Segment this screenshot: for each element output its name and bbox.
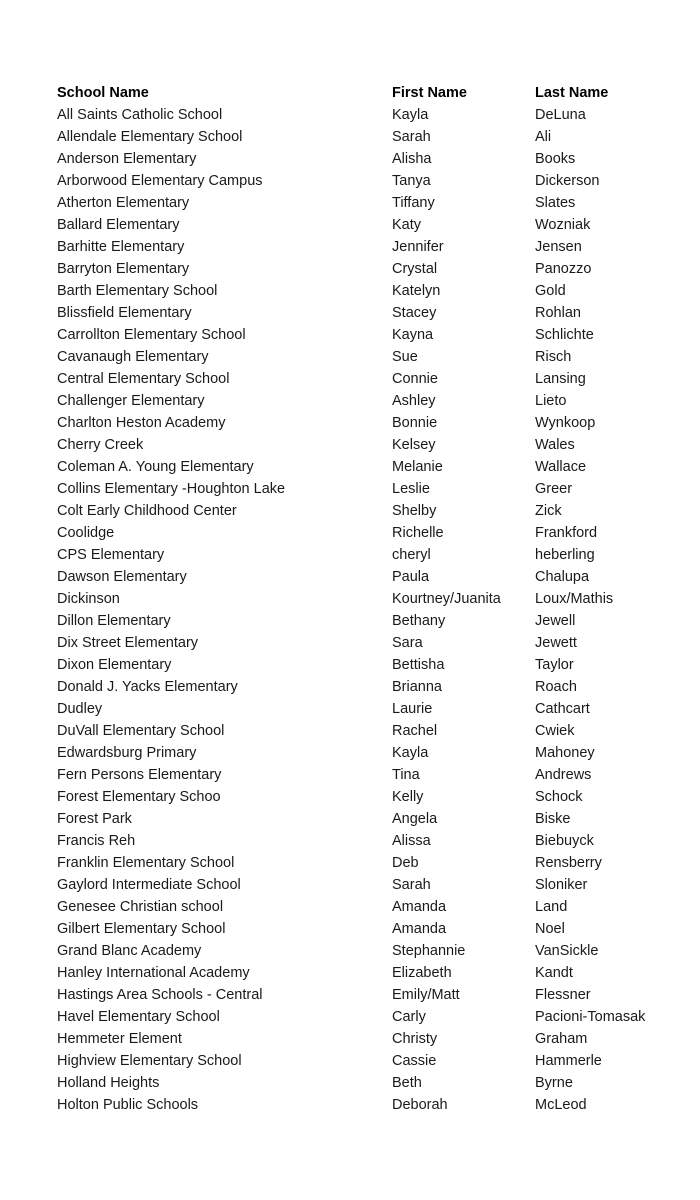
last-name-cell: Books bbox=[535, 151, 576, 167]
last-name-cell: Schlichte bbox=[535, 327, 594, 343]
table-row bbox=[57, 720, 677, 742]
table-row bbox=[57, 852, 677, 874]
first-name-cell: Stephannie bbox=[392, 943, 466, 959]
first-name-cell: Shelby bbox=[392, 503, 437, 519]
table-header-row bbox=[57, 82, 677, 104]
table-row bbox=[57, 478, 677, 500]
first-name-cell: Angela bbox=[392, 811, 438, 827]
school-name-cell: Colt Early Childhood Center bbox=[57, 503, 237, 519]
school-name-cell: Central Elementary School bbox=[57, 371, 230, 387]
school-name-cell: All Saints Catholic School bbox=[57, 107, 223, 123]
school-name-cell: Ballard Elementary bbox=[57, 217, 180, 233]
school-name-cell: Grand Blanc Academy bbox=[57, 943, 202, 959]
last-name-cell: Jewell bbox=[535, 613, 576, 629]
first-name-cell: Katy bbox=[392, 217, 422, 233]
first-name-cell: Cassie bbox=[392, 1053, 437, 1069]
first-name-cell: Bettisha bbox=[392, 657, 445, 673]
table-row bbox=[57, 632, 677, 654]
table-row bbox=[57, 1094, 677, 1116]
first-name-cell: Bonnie bbox=[392, 415, 438, 431]
school-name-cell: Dillon Elementary bbox=[57, 613, 171, 629]
table-row bbox=[57, 610, 677, 632]
first-name-cell: Christy bbox=[392, 1031, 438, 1047]
table-row bbox=[57, 1006, 677, 1028]
first-name-cell: Sara bbox=[392, 635, 423, 651]
table-row bbox=[57, 544, 677, 566]
table-row bbox=[57, 588, 677, 610]
last-name-cell: Biebuyck bbox=[535, 833, 594, 849]
table-row bbox=[57, 698, 677, 720]
last-name-cell: DeLuna bbox=[535, 107, 586, 123]
last-name-cell: Risch bbox=[535, 349, 572, 365]
first-name-cell: Ashley bbox=[392, 393, 436, 409]
last-name-cell: Kandt bbox=[535, 965, 573, 981]
first-name-cell: Richelle bbox=[392, 525, 444, 541]
last-name-cell: Loux/Mathis bbox=[535, 591, 614, 607]
last-name-cell: Ali bbox=[535, 129, 552, 145]
last-name-cell: Andrews bbox=[535, 767, 592, 783]
last-name-cell: Wozniak bbox=[535, 217, 591, 233]
school-name-cell: Coleman A. Young Elementary bbox=[57, 459, 254, 475]
school-name-cell: Highview Elementary School bbox=[57, 1053, 242, 1069]
first-name-cell: Paula bbox=[392, 569, 430, 585]
first-name-cell: Kelsey bbox=[392, 437, 436, 453]
table-row bbox=[57, 456, 677, 478]
school-name-cell: Fern Persons Elementary bbox=[57, 767, 222, 783]
table-row bbox=[57, 1072, 677, 1094]
last-name-cell: VanSickle bbox=[535, 943, 599, 959]
table-row bbox=[57, 566, 677, 588]
last-name-cell: Graham bbox=[535, 1031, 588, 1047]
school-name-cell: Dudley bbox=[57, 701, 103, 717]
first-name-cell: Alissa bbox=[392, 833, 431, 849]
school-name-cell: CPS Elementary bbox=[57, 547, 165, 563]
table-row bbox=[57, 346, 677, 368]
table-row bbox=[57, 324, 677, 346]
last-name-cell: Sloniker bbox=[535, 877, 588, 893]
last-name-cell: Wynkoop bbox=[535, 415, 596, 431]
first-name-cell: Carly bbox=[392, 1009, 426, 1025]
school-name-cell: Forest Park bbox=[57, 811, 132, 827]
table-row bbox=[57, 148, 677, 170]
first-name-cell: Sue bbox=[392, 349, 418, 365]
first-name-cell: Emily/Matt bbox=[392, 987, 460, 1003]
table-row bbox=[57, 808, 677, 830]
table-row bbox=[57, 170, 677, 192]
last-name-cell: Zick bbox=[535, 503, 562, 519]
school-name-cell: Dickinson bbox=[57, 591, 120, 607]
table-row bbox=[57, 874, 677, 896]
last-name-cell: Roach bbox=[535, 679, 577, 695]
school-name-cell: Hastings Area Schools - Central bbox=[57, 987, 263, 1003]
school-name-cell: Cavanaugh Elementary bbox=[57, 349, 209, 365]
first-name-cell: Kourtney/Juanita bbox=[392, 591, 501, 607]
school-name-cell: Dix Street Elementary bbox=[57, 635, 199, 651]
last-name-cell: Gold bbox=[535, 283, 566, 299]
last-name-cell: Wallace bbox=[535, 459, 587, 475]
school-name-cell: Carrollton Elementary School bbox=[57, 327, 246, 343]
school-name-cell: Challenger Elementary bbox=[57, 393, 205, 409]
first-name-cell: Rachel bbox=[392, 723, 438, 739]
table-row bbox=[57, 918, 677, 940]
school-name-cell: Gilbert Elementary School bbox=[57, 921, 226, 937]
table-row bbox=[57, 962, 677, 984]
school-name-cell: Forest Elementary Schoo bbox=[57, 789, 221, 805]
first-name-cell: Deborah bbox=[392, 1097, 448, 1113]
last-name-cell: Noel bbox=[535, 921, 565, 937]
school-name-cell: DuVall Elementary School bbox=[57, 723, 225, 739]
school-name-cell: Arborwood Elementary Campus bbox=[57, 173, 263, 189]
school-name-cell: Dawson Elementary bbox=[57, 569, 187, 585]
school-name-cell: Barhitte Elementary bbox=[57, 239, 185, 255]
first-name-cell: Kayna bbox=[392, 327, 434, 343]
first-name-cell: Amanda bbox=[392, 921, 447, 937]
school-name-cell: Blissfield Elementary bbox=[57, 305, 192, 321]
first-name-cell: Tina bbox=[392, 767, 420, 783]
last-name-cell: Land bbox=[535, 899, 568, 915]
school-name-cell: Holland Heights bbox=[57, 1075, 160, 1091]
first-name-cell: Katelyn bbox=[392, 283, 441, 299]
last-name-cell: Flessner bbox=[535, 987, 591, 1003]
first-name-cell: Deb bbox=[392, 855, 419, 871]
school-name-cell: Collins Elementary -Houghton Lake bbox=[57, 481, 286, 497]
last-name-cell: Jensen bbox=[535, 239, 582, 255]
first-name-cell: Sarah bbox=[392, 877, 431, 893]
last-name-cell: Byrne bbox=[535, 1075, 573, 1091]
last-name-cell: Lansing bbox=[535, 371, 586, 387]
table-row bbox=[57, 984, 677, 1006]
table-row bbox=[57, 522, 677, 544]
last-name-cell: heberling bbox=[535, 547, 595, 563]
last-name-cell: Rensberry bbox=[535, 855, 602, 871]
first-name-cell: Brianna bbox=[392, 679, 442, 695]
table-row bbox=[57, 786, 677, 808]
column-header-last-name: Last Name bbox=[535, 85, 609, 101]
last-name-cell: Schock bbox=[535, 789, 583, 805]
first-name-cell: Elizabeth bbox=[392, 965, 452, 981]
table-row bbox=[57, 368, 677, 390]
school-name-cell: Hemmeter Element bbox=[57, 1031, 182, 1047]
table-row bbox=[57, 940, 677, 962]
table-row bbox=[57, 1028, 677, 1050]
table-row bbox=[57, 830, 677, 852]
last-name-cell: Pacioni-Tomasak bbox=[535, 1009, 646, 1025]
first-name-cell: Kayla bbox=[392, 745, 429, 761]
last-name-cell: Biske bbox=[535, 811, 571, 827]
table-row bbox=[57, 192, 677, 214]
table-row bbox=[57, 764, 677, 786]
table-row bbox=[57, 258, 677, 280]
last-name-cell: Chalupa bbox=[535, 569, 590, 585]
school-contact-table bbox=[57, 82, 677, 1116]
school-name-cell: Allendale Elementary School bbox=[57, 129, 243, 145]
school-name-cell: Coolidge bbox=[57, 525, 115, 541]
first-name-cell: cheryl bbox=[392, 547, 431, 563]
last-name-cell: Mahoney bbox=[535, 745, 595, 761]
first-name-cell: Melanie bbox=[392, 459, 443, 475]
first-name-cell: Stacey bbox=[392, 305, 437, 321]
last-name-cell: Hammerle bbox=[535, 1053, 602, 1069]
first-name-cell: Tanya bbox=[392, 173, 431, 189]
last-name-cell: McLeod bbox=[535, 1097, 587, 1113]
column-header-first-name: First Name bbox=[392, 85, 467, 101]
school-name-cell: Edwardsburg Primary bbox=[57, 745, 197, 761]
last-name-cell: Greer bbox=[535, 481, 573, 497]
school-name-cell: Donald J. Yacks Elementary bbox=[57, 679, 238, 695]
last-name-cell: Taylor bbox=[535, 657, 574, 673]
first-name-cell: Sarah bbox=[392, 129, 431, 145]
table-row bbox=[57, 280, 677, 302]
table-row bbox=[57, 390, 677, 412]
school-name-cell: Atherton Elementary bbox=[57, 195, 190, 211]
first-name-cell: Leslie bbox=[392, 481, 430, 497]
last-name-cell: Dickerson bbox=[535, 173, 600, 189]
table-row bbox=[57, 896, 677, 918]
first-name-cell: Beth bbox=[392, 1075, 422, 1091]
first-name-cell: Bethany bbox=[392, 613, 446, 629]
school-name-cell: Charlton Heston Academy bbox=[57, 415, 226, 431]
school-name-cell: Dixon Elementary bbox=[57, 657, 172, 673]
table-row bbox=[57, 1050, 677, 1072]
last-name-cell: Frankford bbox=[535, 525, 598, 541]
school-name-cell: Barth Elementary School bbox=[57, 283, 218, 299]
last-name-cell: Wales bbox=[535, 437, 575, 453]
table-row bbox=[57, 434, 677, 456]
school-name-cell: Anderson Elementary bbox=[57, 151, 197, 167]
last-name-cell: Slates bbox=[535, 195, 576, 211]
column-header-school-name: School Name bbox=[57, 85, 149, 101]
school-name-cell: Cherry Creek bbox=[57, 437, 144, 453]
first-name-cell: Laurie bbox=[392, 701, 433, 717]
school-name-cell: Hanley International Academy bbox=[57, 965, 250, 981]
last-name-cell: Cathcart bbox=[535, 701, 590, 717]
table-row bbox=[57, 412, 677, 434]
first-name-cell: Kayla bbox=[392, 107, 429, 123]
school-name-cell: Holton Public Schools bbox=[57, 1097, 199, 1113]
first-name-cell: Kelly bbox=[392, 789, 424, 805]
school-name-cell: Barryton Elementary bbox=[57, 261, 190, 277]
table-row bbox=[57, 302, 677, 324]
table-body bbox=[57, 104, 677, 1116]
school-name-cell: Franklin Elementary School bbox=[57, 855, 235, 871]
school-name-cell: Gaylord Intermediate School bbox=[57, 877, 241, 893]
first-name-cell: Connie bbox=[392, 371, 438, 387]
school-name-cell: Genesee Christian school bbox=[57, 899, 224, 915]
table-row bbox=[57, 126, 677, 148]
first-name-cell: Amanda bbox=[392, 899, 447, 915]
first-name-cell: Jennifer bbox=[392, 239, 444, 255]
school-name-cell: Francis Reh bbox=[57, 833, 136, 849]
table-row bbox=[57, 500, 677, 522]
first-name-cell: Tiffany bbox=[392, 195, 435, 211]
table-row bbox=[57, 236, 677, 258]
table-row bbox=[57, 742, 677, 764]
table-row bbox=[57, 104, 677, 126]
last-name-cell: Rohlan bbox=[535, 305, 581, 321]
last-name-cell: Jewett bbox=[535, 635, 577, 651]
last-name-cell: Lieto bbox=[535, 393, 567, 409]
table-row bbox=[57, 214, 677, 236]
table-row bbox=[57, 654, 677, 676]
table-row bbox=[57, 676, 677, 698]
school-name-cell: Havel Elementary School bbox=[57, 1009, 220, 1025]
last-name-cell: Panozzo bbox=[535, 261, 592, 277]
last-name-cell: Cwiek bbox=[535, 723, 575, 739]
first-name-cell: Alisha bbox=[392, 151, 432, 167]
first-name-cell: Crystal bbox=[392, 261, 438, 277]
